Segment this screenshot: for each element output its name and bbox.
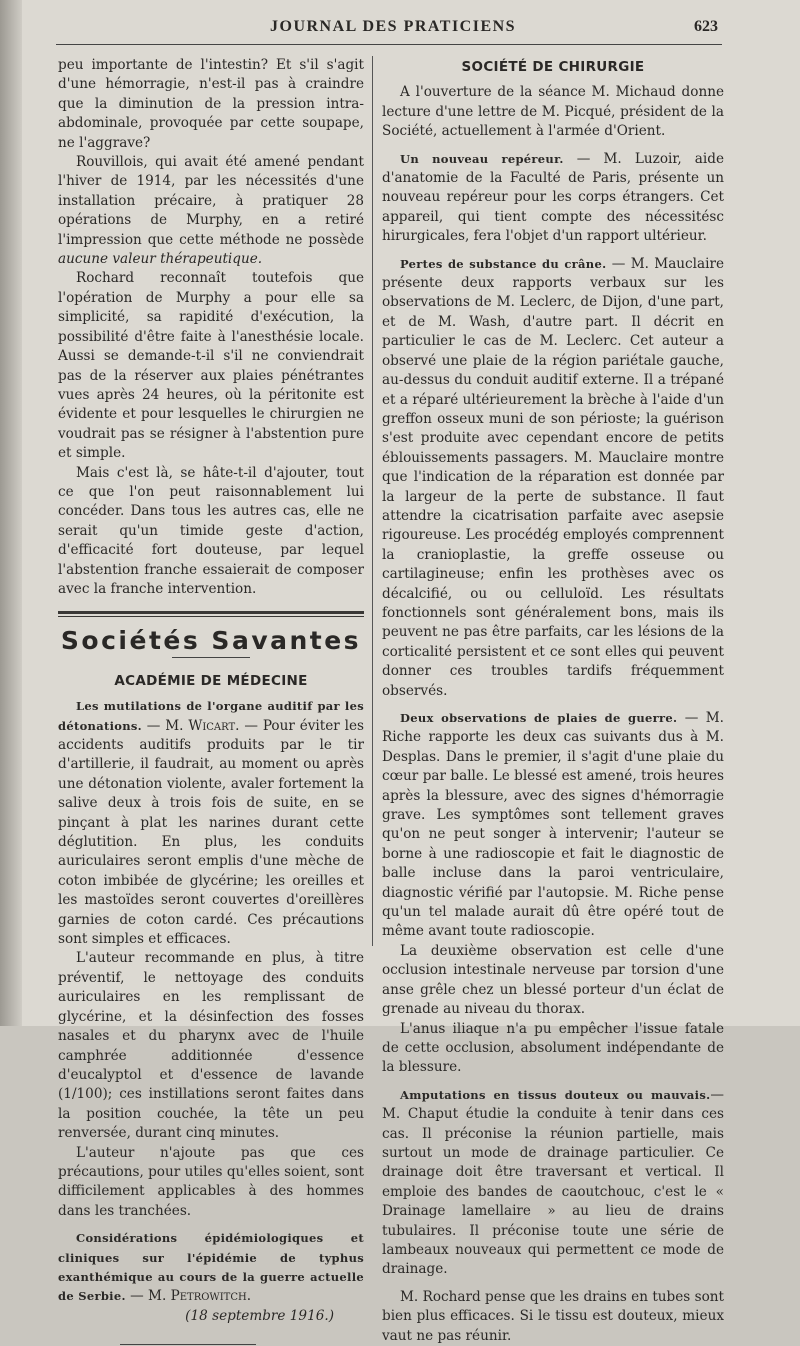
article-mutilations-title: Les mutilations de l'organe auditif par les détonations. <box>58 699 364 733</box>
article-plaies-p2: La deuxième observation est celle d'une occlusion intestinale nerveuse par torsion d'une anse grêle chez un blessé porteur d'un éclat de grenade au niveau du thorax. <box>382 942 724 1018</box>
article-plaies-title: Deux observations de plaies de guerre. <box>400 711 678 725</box>
article-crane-text: M. Mauclaire présente deux rapports verbaux sur les observations de M. Leclerc, de Dijon, d'une part, et de M. Wash, d'autre part. Il décrit en particulier le cas de M. Leclerc. Cet auteur a observé une plaie de la région pariétale gauche, au-dessus du conduit auditif externe. Il a trépané et a réparé ultérieurement la brèche à l'aide d'un greffon osseux muni de son périoste; la guérison s'est produite avec cependant encore de petits éblouissements passagers. M. Mauclaire montre que l'indication de la réparation est donnée par la largeur de la perte de substance. Il faut attendre la cicatrisation parfaite avec asepsie rigoureuse. Les procédég employés comprennent la cranioplastie, la greffe osseuse ou cartilagineuse; enfin les prothèses avec os décalcifié, ou ou celluloïd. Les résultats fonctionnels sont généralement bons, mais ils peuvent ne pas être parfaits, car les lésions de la corticalité persistent et ce sont elles qui peuvent donner ces troubles tardifs fréquemment observés. <box>382 255 725 699</box>
spacer <box>382 142 724 150</box>
article-crane: Pertes de substance du crâne. — M. Mauclaire présente deux rapports verbaux sur les observations de M. Leclerc, de Dijon, d'une part, et de M. Wash, d'autre part. Il décrit en particulier le cas de M. Leclerc. Cet auteur a observé une plaie de la région pariétale gauche, au-dessus du conduit auditif externe. Il a trépané et a réparé ultérieurement la brèche à l'aide d'un greffon osseux muni de son périoste; la guérison s'est produite avec cependant encore de petits éblouissements passagers. M. Mauclaire montre que l'indication de la réparation est donnée par la largeur de la perte de substance. Il faut attendre la cicatrisation parfaite avec asepsie rigoureuse. Les procédég employés comprennent la cranioplastie, la greffe osseuse ou cartilagineuse; enfin les prothèses avec os décalcifié, ou ou celluloïd. Les résultats fonctionnels sont généralement bons, mais ils peuvent ne pas être parfaits, car les lésions de la corticalité persistent et ce sont elles qui peuvent donner ces troubles tardifs fréquemment observés. <box>382 255 725 699</box>
left-paragraph-2 <box>58 153 364 269</box>
article-plaies-p3: L'anus iliaque n'a pu empêcher l'issue fatale de cette occlusion, absolument indépendante de la blessure. <box>382 1020 724 1076</box>
article-typhus: Considérations épidémiologiques et cliniques sur l'épidémie de typhus exanthémique au cours de la guerre actuelle de Serbie. — M. Petrowitch. <box>58 1231 364 1305</box>
article-typhus-author: M. Petrowitch. <box>148 1288 252 1305</box>
left-paragraph-2-text: Rouvillois, qui avait été amené pendant l'hiver de 1914, par les nécessités d'une installation précaire, à pratiquer 28 opérations de Murphy, en a retiré l'impression que cette méthode ne possède <box>58 154 364 248</box>
article-plaies: Deux observations de plaies de guerre. — M. Riche rapporte les deux cas suivants dus à M. Desplas. Dans le premier, il s'agit d'une plaie du cœur par balle. Le blessé est amené, trois heures après la blessure, avec des signes d'hémorragie grave. Les symptômes sont tellement graves qu'on ne peut songer à intervenir; l'auteur se borne à une radioscopie et fait le diagnostic de balle incluse dans la paroi ventriculaire, diagnostic vérifié par l'autopsie. M. Riche pense qu'un tel malade aurait dû être opéré tout de même avant toute radioscopie. <box>382 710 724 940</box>
page-binding-edge <box>0 0 22 1026</box>
article-mutilations-p2: L'auteur recommande en plus, à titre préventif, le nettoyage des conduits auriculaires en les remplissant de glycérine, et la désinfection des fosses nasales et du pharynx avec de l'huile camphrée additionnée d'essence d'eucalyptol et d'essence de lavande (1/100); ces instillations seront faites dans la position couchée, la tête un peu renversée, durant cinq minutes. <box>58 950 364 1142</box>
article-typhus-title: Considérations épidémiologiques et cliniques sur l'épidémie de typhus exanthémique au cours de la guerre actuelle de Serbie. <box>58 1231 364 1304</box>
societes-savantes-title: Sociétés Savantes <box>60 626 362 656</box>
right-column <box>382 58 724 1346</box>
article-repereur-text: M. Luzoir, aide d'anatomie de la Faculté de Paris, présente un nouveau repéreur pour les corps étrangers. Cet appareil, qui tient compte des nécessitésc hirurgicales, fera l'objet d'un rapport ultérieur. <box>382 150 724 245</box>
chirurgie-intro: A l'ouverture de la séance M. Michaud donne lecture d'une lettre de M. Picqué, président de la Société, actuellement à l'armée d'Orient. <box>382 84 724 140</box>
article-repereur-title: Un nouveau repéreur. <box>400 151 564 166</box>
article-amputations: Amputations en tissus douteux ou mauvais.— M. Chaput étudie la conduite à tenir dans ces cas. Il préconise la réunion partielle, mais surtout un mode de drainage particulier. Ce drainage doit être traversant et vertical. Il emploie des bandes de caoutchouc, c'est le « Drainage lamellaire » au lieu de drains tubulaires. Il préconise toute une série de lambeaux nouveaux qui permettent ce mode de drainage. <box>382 1086 724 1278</box>
spacer <box>382 1078 724 1086</box>
section-thick-rule <box>58 611 364 614</box>
left-paragraph-4: Mais c'est là, se hâte-t-il d'ajouter, tout ce que l'on peut raisonnablement lui concéder. Dans tous les autres cas, elle ne serait qu'un timide geste d'action, d'efficacité fort douteuse, par lequel l'abstention franche essaierait de composer avec la franche intervention. <box>58 464 364 597</box>
article-amputations-title: Amputations en tissus douteux ou mauvais. <box>400 1087 711 1102</box>
spacer <box>382 247 724 255</box>
column-divider <box>372 56 373 946</box>
article-mutilations-author: M. Wicart. <box>165 717 240 734</box>
article-mutilations-text: Pour éviter les accidents auditifs produits par le tir d'artillerie, il faudrait, au moment ou après une détonation violente, avaler fortement la salive deux à trois fois de suite, en se pinçant à plat les narines durant cette déglutition. En plus, les conduits auriculaires seront emplis d'une mèche de coton imbibée de glycérine; les oreilles et les mastoïdes seront couvertes d'oreillères garnies de coton cardé. Ces précautions sont simples et efficaces. <box>58 717 364 948</box>
article-mutilations-p3: L'auteur n'ajoute pas que ces précautions, pour utiles qu'elles soient, sont difficilement applicables à des hommes dans les tranchées. <box>58 1144 364 1219</box>
article-amputations-text: M. Chaput étudie la conduite à tenir dans ces cas. Il préconise la réunion partielle, mais surtout un mode de drainage particulier. Ce drainage doit être traversant et vertical. Il emploie des bandes de caoutchouc, c'est le « Drainage lamellaire » au lieu de drains tubulaires. Il préconise toute une série de lambeaux nouveaux qui permettent ce mode de drainage. <box>382 1106 724 1278</box>
page-number: 623 <box>694 18 718 35</box>
journal-title: JOURNAL DES PRATICIENS <box>270 18 517 35</box>
left-paragraph-1: peu importante de l'intestin? Et s'il s'agit d'une hémorragie, n'est-il pas à craindre que la diminution de la pression intra-abdominale, provoquée par cette soupape, ne l'aggrave? <box>58 57 364 151</box>
spacer <box>58 1221 364 1229</box>
chirurgie-heading: SOCIÉTÉ DE CHIRURGIE <box>461 59 645 75</box>
section-thin-rule <box>58 616 364 617</box>
left-paragraph-3: Rochard reconnaît toutefois que l'opération de Murphy a pour elle sa simplicité, sa rapidité d'exécution, la possibilité d'être faite à l'anesthésie locale. Aussi se demande-t-il s'il ne conviendrait pas de la réserver aux plaies pénétrantes vues après 24 heures, où la péritonite est évidente et pour lesquelles le chirurgien ne voudrait pas se résigner à l'abstention pure et simple. <box>58 270 364 462</box>
article-rochard: M. Rochard pense que les drains en tubes sont bien plus efficaces. Si le tissu est douteux, mieux vaut ne pas réunir. <box>382 1288 724 1344</box>
end-rule <box>120 1344 256 1345</box>
left-column <box>58 56 364 1345</box>
article-plaies-text: M. Riche rapporte les deux cas suivants dus à M. Desplas. Dans le premier, il s'agit d'une plaie du cœur par balle. Le blessé est amené, trois heures après la blessure, avec des signes d'hémorragie grave. Les symptômes sont tellement graves qu'on ne peut songer à intervenir; l'auteur se borne à une radioscopie et fait le diagnostic de balle incluse dans la paroi ventriculaire, diagnostic vérifié par l'autopsie. M. Riche pense qu'un tel malade aurait dû être opéré tout de même avant toute radioscopie. <box>382 710 724 940</box>
article-crane-title: Pertes de substance du crâne. <box>400 256 607 271</box>
article-typhus-date: (18 septembre 1916.) <box>185 1307 334 1324</box>
article-mutilations: Les mutilations de l'organe auditif par les détonations. — M. Wicart. — Pour éviter les accidents auditifs produits par le tir d'artillerie, il faudrait, au moment ou après une détonation violente, avaler fortement la salive deux à trois fois de suite, en se pinçant à plat les narines durant cette déglutition. En plus, les conduits auriculaires seront emplis d'une mèche de coton imbibée de glycérine; les oreilles et les mastoïdes seront couvertes d'oreillères garnies de coton cardé. Ces précautions sont simples et efficaces. <box>58 699 364 948</box>
title-underline <box>172 657 250 658</box>
spacer <box>382 1280 724 1288</box>
page-header <box>0 18 800 42</box>
left-paragraph-2-italic: aucune valeur thérapeutique. <box>58 251 263 268</box>
header-rule <box>56 44 722 45</box>
spacer <box>382 701 724 709</box>
article-repereur: Un nouveau repéreur. — M. Luzoir, aide d'anatomie de la Faculté de Paris, présente un nouveau repéreur pour les corps étrangers. Cet appareil, qui tient compte des nécessitésc hirurgicales, fera l'objet d'un rapport ultérieur. <box>382 150 724 245</box>
academie-heading: ACADÉMIE DE MÉDECINE <box>114 672 308 689</box>
